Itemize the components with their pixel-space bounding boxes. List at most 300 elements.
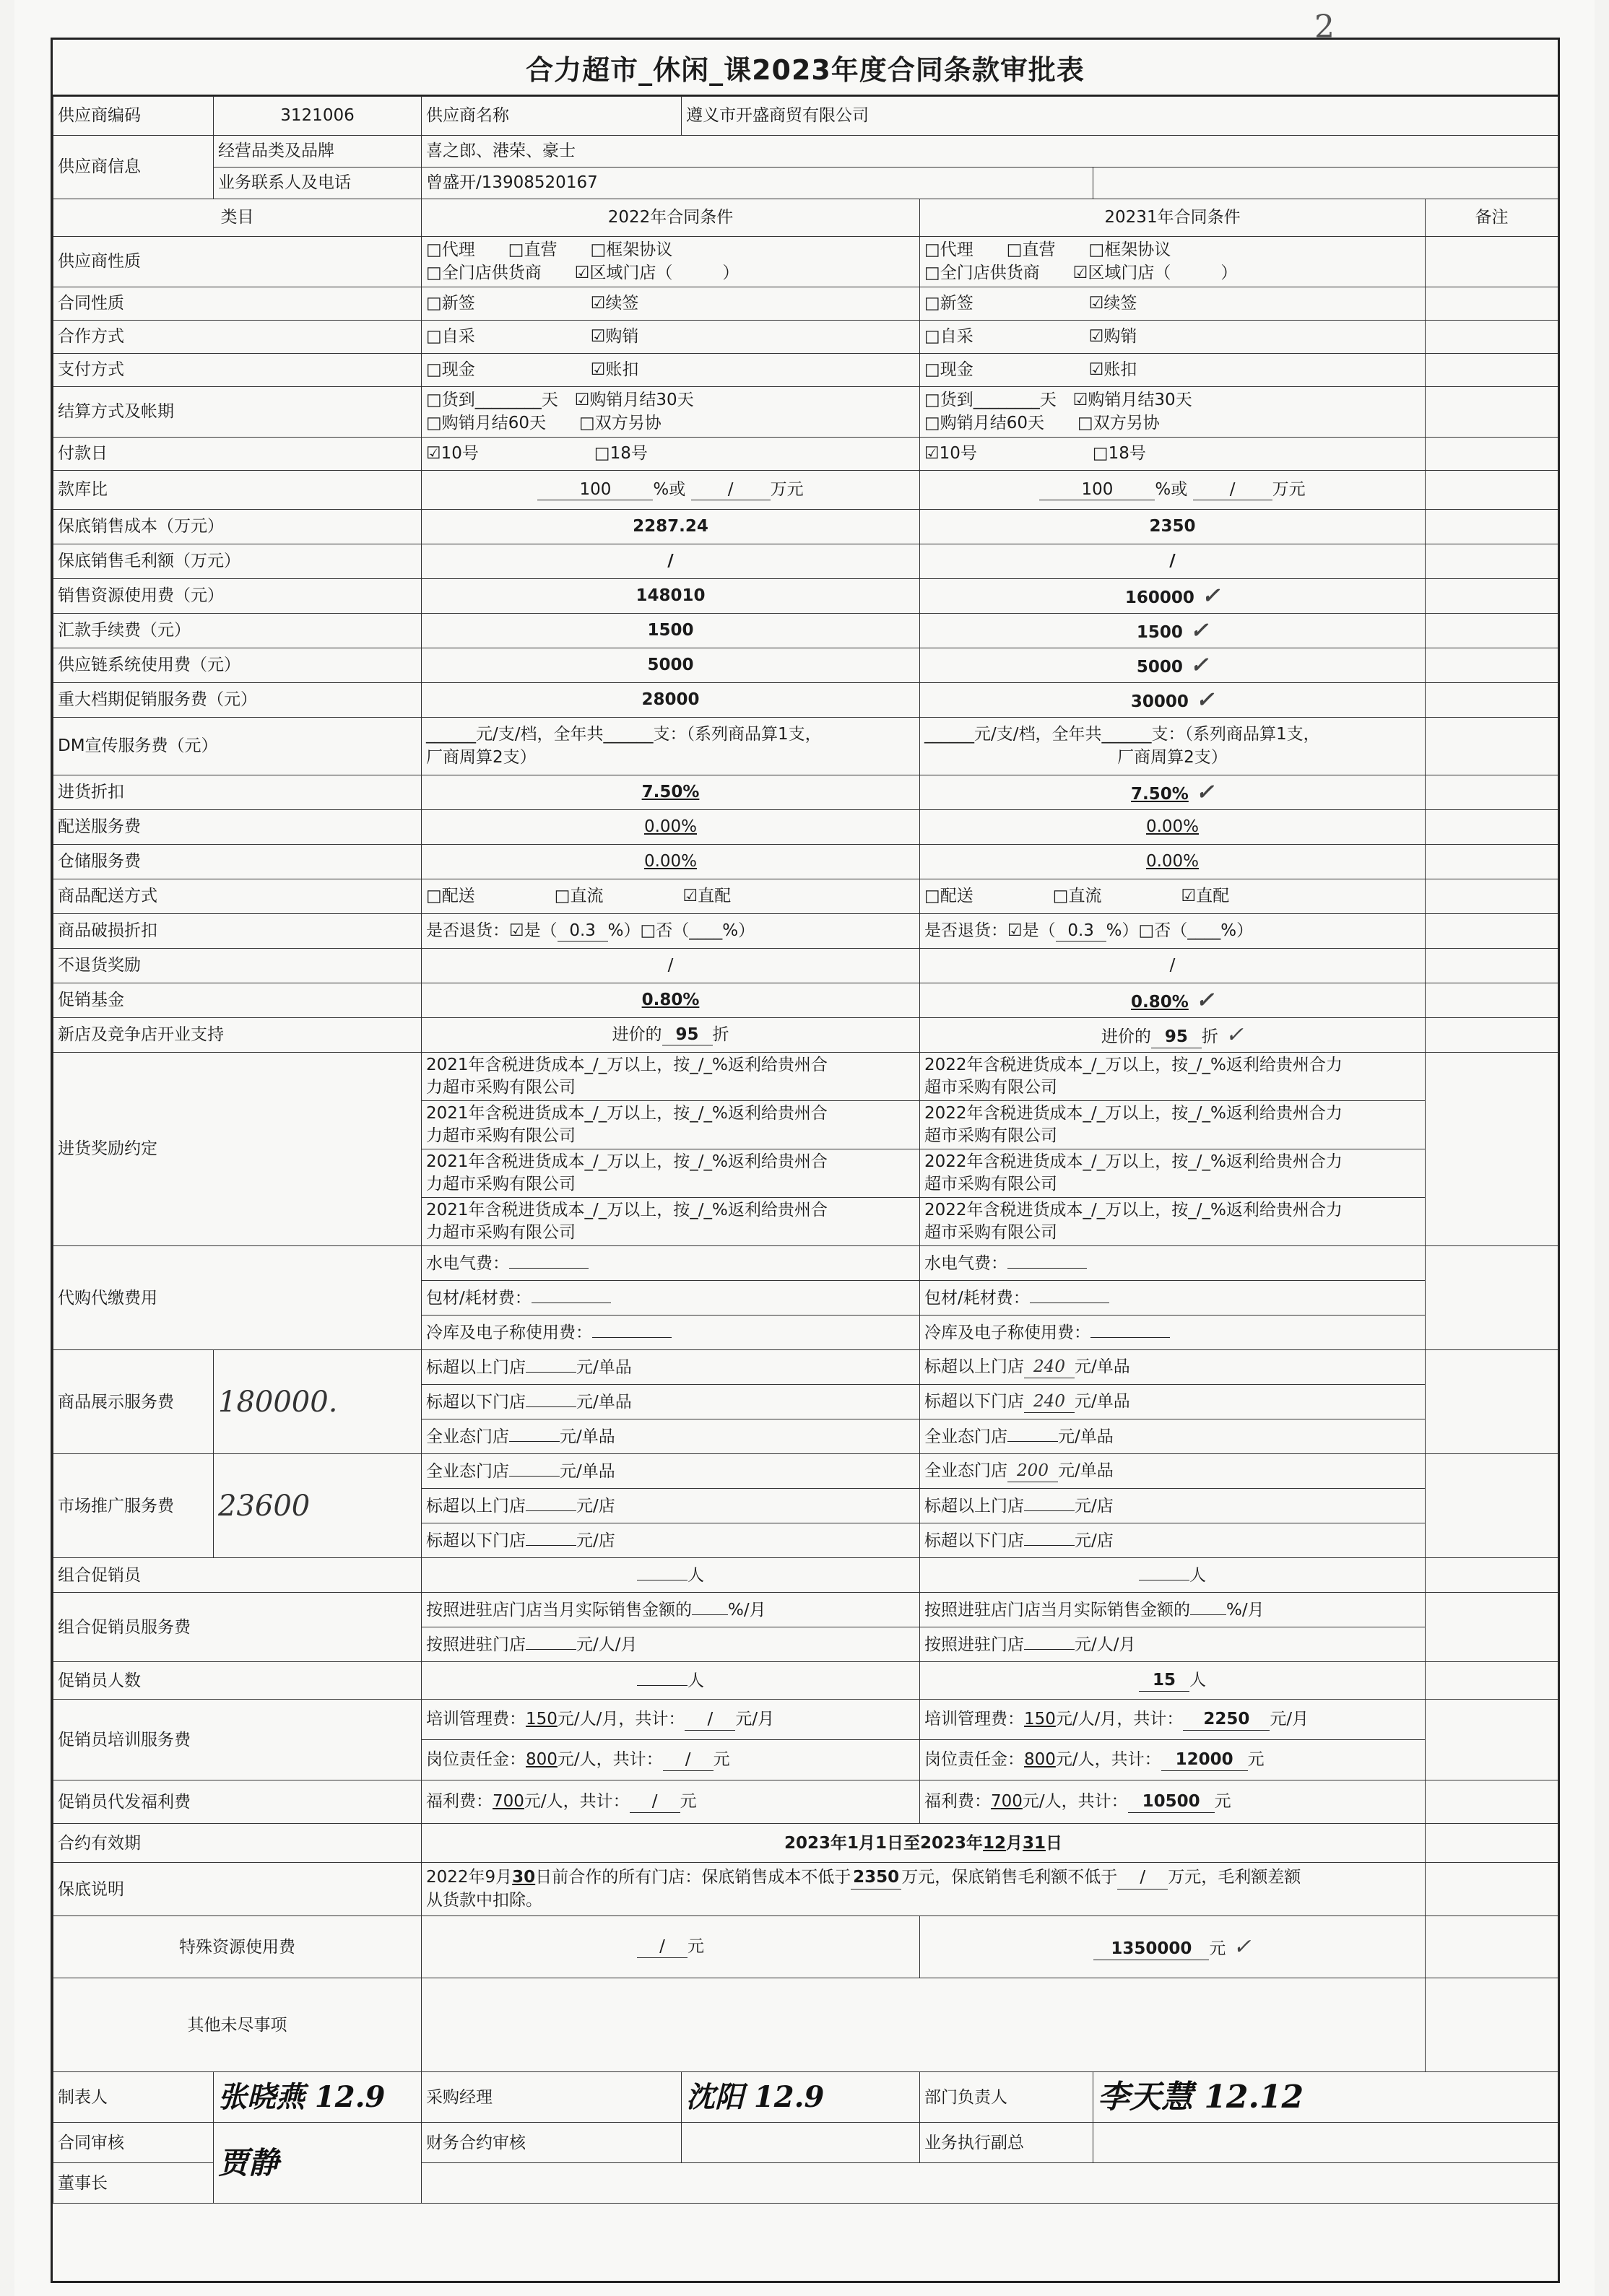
day: 30 [512, 1868, 536, 1887]
training-fee-2023-l1 [920, 1700, 1426, 1740]
line2: 超市采购有限公司 [924, 1223, 1057, 1243]
text: 元/人，共计： [1055, 1750, 1161, 1769]
min-margin-2023: / [920, 544, 1426, 579]
row-training-fee [53, 1700, 1558, 1740]
check-mark-icon: ✓ [1201, 583, 1220, 609]
dm-fee-label: DM宣传服务费（元） [53, 718, 422, 775]
vp-signature [1093, 2123, 1558, 2163]
market-fee-2022-item [422, 1523, 920, 1558]
day: 31 [1023, 1833, 1046, 1853]
remark-cell [1426, 845, 1558, 879]
text: 万元，保底销售毛利额不低于 [901, 1868, 1118, 1887]
new-store-support-2022 [422, 1018, 920, 1053]
wan-unit: 万元 [1272, 479, 1306, 499]
validity-value [422, 1824, 1426, 1863]
resource-fee-label: 销售资源使用费（元） [53, 579, 422, 614]
promo-fund-label: 促销基金 [53, 983, 422, 1018]
purchase-reward-2023 [920, 1149, 1426, 1198]
row-agency-fee [53, 1246, 1558, 1281]
dm-fee-2023-line1: ______元/支/档，全年共______支：（系列商品算1支， [924, 725, 1320, 744]
promo-fund-2023 [920, 983, 1426, 1018]
chairman-signature [422, 2163, 1558, 2204]
storage-fee-label: 仓储服务费 [53, 845, 422, 879]
line1: 2022年含税进货成本_/_万以上，按_/_%返利给贵州合力 [924, 1104, 1343, 1123]
unit: 元/单品 [576, 1392, 632, 1412]
text: 按照进驻店门店当月实际销售金额的 [426, 1600, 692, 1619]
promo-fund-2022: 0.80% [422, 983, 920, 1018]
row-supply-chain-fee [53, 648, 1558, 683]
dm-fee-2023 [920, 718, 1426, 775]
remark-cell [1426, 438, 1558, 471]
welfare-fee-2022 [422, 1780, 920, 1824]
market-fee-handwritten: 23600 [214, 1454, 422, 1558]
item: 包材/耗材费： [426, 1288, 532, 1308]
pct-value: 100 [1039, 479, 1155, 501]
option: ☑直配 [682, 887, 732, 906]
maker-label: 制表人 [53, 2072, 214, 2123]
display-fee-2023-item [920, 1419, 1426, 1454]
blank [526, 1649, 576, 1650]
header-2022: 2022年合同条件 [422, 199, 920, 237]
remark-cell [1426, 321, 1558, 354]
value: 95 [1151, 1027, 1202, 1048]
supplier-code: 3121006 [214, 97, 422, 136]
coop-mode-2023 [920, 321, 1426, 354]
row-welfare-fee [53, 1780, 1558, 1824]
guarantee-line2: 从货款中扣除。 [426, 1891, 542, 1910]
special-fee-2022 [422, 1916, 920, 1978]
form-table [53, 96, 1558, 2204]
unit: 人 [1189, 1565, 1206, 1585]
supply-chain-fee-2023 [920, 648, 1426, 683]
unit: 元/单品 [1058, 1461, 1114, 1480]
purchase-reward-2023 [920, 1053, 1426, 1101]
supplier-type-2023 [920, 237, 1426, 287]
promo-service-fee-2023 [920, 683, 1426, 718]
combo-fee-2022-l1 [422, 1593, 920, 1627]
supplier-type-label: 供应商性质 [53, 237, 422, 287]
guarantee-label: 保底说明 [53, 1863, 422, 1916]
row-header [53, 199, 1558, 237]
combo-promoter-label: 组合促销员 [53, 1558, 422, 1593]
value: 200 [1007, 1461, 1058, 1482]
dm-fee-2022 [422, 718, 920, 775]
blank [526, 1510, 576, 1511]
unit: %/月 [728, 1600, 766, 1619]
supplier-info-label: 供应商信息 [53, 136, 214, 199]
display-fee-handwritten: 180000. [214, 1350, 422, 1454]
storage-fee-2022: 0.00% [422, 845, 920, 879]
month: 12 [983, 1833, 1007, 1853]
damage-discount-2023 [920, 914, 1426, 949]
option: ☑10号 [924, 444, 977, 464]
maker-signature: 张晓燕 12.9 [214, 2072, 422, 2123]
option: ☑账扣 [590, 360, 639, 380]
supplier-type-2022-line1: □代理 □直营 □框架协议 [426, 240, 673, 260]
min-margin: / [1117, 1866, 1168, 1890]
value: 7.50% [1131, 784, 1189, 804]
text: 福利费： [426, 1792, 493, 1811]
remit-fee-2022: 1500 [422, 614, 920, 648]
check-mark-icon: ✓ [1225, 1022, 1244, 1048]
unit: 元/单品 [576, 1357, 632, 1377]
row-purchase-reward [53, 1053, 1558, 1101]
guarantee-text [422, 1863, 1426, 1916]
delivery-mode-label: 商品配送方式 [53, 879, 422, 914]
item: 全业态门店 [924, 1461, 1007, 1480]
remit-fee-2023 [920, 614, 1426, 648]
line1: 2022年含税进货成本_/_万以上，按_/_%返利给贵州合力 [924, 1201, 1343, 1220]
vp-label: 业务执行副总 [920, 2123, 1093, 2163]
blank [1190, 1614, 1226, 1615]
purchase-reward-label: 进货奖励约定 [53, 1053, 422, 1246]
remark-cell [1426, 1863, 1558, 1916]
unit: 元/月 [735, 1710, 775, 1728]
row-contact [53, 168, 1558, 199]
item: 全业态门店 [924, 1427, 1007, 1446]
line2: 力超市采购有限公司 [426, 1175, 576, 1194]
delivery-fee-2022: 0.00% [422, 810, 920, 845]
row-purchase-discount [53, 775, 1558, 810]
text: 2023年1月1日至2023年 [784, 1833, 983, 1853]
unit: 元 [1247, 1750, 1265, 1769]
pct: 0.3 [558, 921, 608, 942]
agency-fee-label: 代购代缴费用 [53, 1246, 422, 1350]
prefix: 进价的 [1101, 1027, 1151, 1046]
row-other [53, 1978, 1558, 2072]
value: 160000 [1124, 588, 1194, 607]
blank [1090, 1337, 1170, 1338]
row-delivery-fee [53, 810, 1558, 845]
unit: 元/月 [1270, 1710, 1309, 1728]
combo-promoter-fee-label: 组合促销员服务费 [53, 1593, 422, 1662]
brands: 喜之郎、港荣、豪士 [422, 136, 1558, 168]
dm-fee-2022-line2: 厂商周算2支） [426, 747, 537, 767]
supplier-code-label: 供应商编码 [53, 97, 214, 136]
option: ☑购销 [1088, 327, 1137, 347]
remark-cell [1426, 471, 1558, 510]
remark-header-top [1093, 168, 1558, 199]
settlement-2022 [422, 387, 920, 438]
option: ☑续签 [590, 294, 639, 313]
row-dm-fee [53, 718, 1558, 775]
item: 标超以下门店 [924, 1531, 1024, 1550]
item: 冷库及电子称使用费： [924, 1323, 1090, 1342]
option: □配送 [924, 887, 973, 906]
row-combo-promoter-fee [53, 1593, 1558, 1627]
remark-cell [1426, 614, 1558, 648]
item: 标超以上门店 [426, 1496, 526, 1516]
total: 2250 [1183, 1709, 1270, 1731]
remark-cell [1426, 544, 1558, 579]
remark-cell [1426, 648, 1558, 683]
corner-handwritten-mark: 2 [1314, 9, 1335, 45]
coop-mode-2022 [422, 321, 920, 354]
suffix: %）□否（____%） [1106, 921, 1254, 940]
row-combo-promoter [53, 1558, 1558, 1593]
value: 30000 [1130, 692, 1189, 711]
payment-mode-2022 [422, 354, 920, 387]
validity-label: 合约有效期 [53, 1824, 422, 1863]
blank [692, 1614, 728, 1615]
brand-label: 经营品类及品牌 [214, 136, 422, 168]
row-validity [53, 1824, 1558, 1863]
storage-fee-2023: 0.00% [920, 845, 1426, 879]
text: 按照进驻门店 [426, 1635, 526, 1654]
remark-cell [1426, 914, 1558, 949]
supplier-name-label: 供应商名称 [422, 97, 682, 136]
unit: 元/单品 [560, 1427, 615, 1446]
unit: 元/店 [576, 1531, 615, 1550]
row-sign-1 [53, 2072, 1558, 2123]
wan-value: / [1193, 479, 1272, 501]
row-guarantee [53, 1863, 1558, 1916]
item: 冷库及电子称使用费： [426, 1323, 592, 1342]
contact-label: 业务联系人及电话 [214, 168, 422, 199]
other-label: 其他未尽事项 [53, 1978, 422, 2072]
text: 元/人，共计： [524, 1792, 630, 1811]
delivery-fee-2023: 0.00% [920, 810, 1426, 845]
row-stock-ratio [53, 471, 1558, 510]
settlement-2023-line1: □货到________天 ☑购销月结30天 [924, 391, 1192, 410]
text: 按照进驻门店 [924, 1635, 1024, 1654]
no-return-reward-2022: / [422, 949, 920, 983]
pay-day-label: 付款日 [53, 438, 422, 471]
market-fee-2022-item [422, 1489, 920, 1523]
text: 日 [1046, 1833, 1063, 1853]
row-sign-2 [53, 2123, 1558, 2163]
approval-form [51, 38, 1560, 2283]
training-fee-2022-l1 [422, 1700, 920, 1740]
option: □自采 [426, 327, 475, 347]
item: 标超以下门店 [426, 1531, 526, 1550]
line1: 2022年含税进货成本_/_万以上，按_/_%返利给贵州合力 [924, 1056, 1343, 1074]
text: 培训管理费： [426, 1710, 526, 1728]
item: 水电气费： [924, 1253, 1007, 1273]
min-margin-label: 保底销售毛利额（万元） [53, 544, 422, 579]
combo-promoter-2022 [422, 1558, 920, 1593]
pct-unit: %或 [653, 479, 686, 499]
supplier-type-2022 [422, 237, 920, 287]
remark-cell [1426, 983, 1558, 1018]
wan-unit: 万元 [770, 479, 804, 499]
resource-fee-2023 [920, 579, 1426, 614]
unit: 元/人/月 [1075, 1635, 1136, 1654]
line2: 力超市采购有限公司 [426, 1126, 576, 1146]
unit: %/月 [1226, 1600, 1265, 1619]
settlement-2023-line2: □购销月结60天 □双方另协 [924, 413, 1160, 432]
pct-value: 100 [537, 479, 653, 501]
agency-fee-2023-item [920, 1246, 1426, 1281]
supply-chain-fee-label: 供应链系统使用费（元） [53, 648, 422, 683]
settlement-label: 结算方式及帐期 [53, 387, 422, 438]
line2: 力超市采购有限公司 [426, 1223, 576, 1243]
row-market-fee [53, 1454, 1558, 1489]
remark-cell [1426, 1246, 1558, 1350]
agency-fee-2022-item [422, 1246, 920, 1281]
item: 标超以上门店 [426, 1357, 526, 1377]
purchase-reward-2023 [920, 1198, 1426, 1246]
remark-cell [1426, 1454, 1558, 1558]
remark-cell [1426, 810, 1558, 845]
display-fee-label: 商品展示服务费 [53, 1350, 214, 1454]
option: □现金 [426, 360, 475, 380]
unit: 元/店 [1075, 1496, 1114, 1516]
option: ☑续签 [1088, 294, 1137, 313]
text: 培训管理费： [924, 1710, 1024, 1728]
row-min-margin [53, 544, 1558, 579]
contract-type-2022 [422, 287, 920, 321]
option: ☑账扣 [1088, 360, 1137, 380]
check-mark-icon: ✓ [1195, 779, 1214, 805]
combo-fee-2023-l2 [920, 1627, 1426, 1662]
value [637, 1685, 688, 1686]
prefix: 进价的 [612, 1025, 662, 1044]
payment-mode-label: 支付方式 [53, 354, 422, 387]
promoter-count-2022 [422, 1662, 920, 1700]
remark-cell [1426, 1053, 1558, 1246]
row-contract-type [53, 287, 1558, 321]
suffix: %）□否（____%） [607, 921, 755, 940]
contact: 曾盛开/13908520167 [422, 168, 1093, 199]
blank [1024, 1649, 1075, 1650]
remark-header: 备注 [1426, 199, 1558, 237]
check-mark-icon: ✓ [1189, 652, 1209, 678]
item: 水电气费： [426, 1253, 509, 1273]
min-cost-2022: 2287.24 [422, 510, 920, 544]
value: / [637, 1936, 688, 1958]
no-return-reward-label: 不退货奖励 [53, 949, 422, 983]
finance-review-signature [682, 2123, 920, 2163]
supplier-name: 遵义市开盛商贸有限公司 [682, 97, 1558, 136]
market-fee-label: 市场推广服务费 [53, 1454, 214, 1558]
remark-cell [1426, 579, 1558, 614]
min-cost-2023: 2350 [920, 510, 1426, 544]
remark-cell [1426, 775, 1558, 810]
training-fee-2023-l2 [920, 1740, 1426, 1780]
market-fee-2022-item [422, 1454, 920, 1489]
row-payment-mode [53, 354, 1558, 387]
purchase-discount-label: 进货折扣 [53, 775, 422, 810]
total: / [663, 1749, 714, 1771]
line1: 2021年含税进货成本_/_万以上，按_/_%返利给贵州合 [426, 1056, 828, 1074]
remark-cell [1426, 1978, 1558, 2072]
promo-service-fee-label: 重大档期促销服务费（元） [53, 683, 422, 718]
damage-discount-2022 [422, 914, 920, 949]
row-no-return-reward [53, 949, 1558, 983]
market-fee-2023-item [920, 1523, 1426, 1558]
finance-review-label: 财务合约审核 [422, 2123, 682, 2163]
check-mark-icon: ✓ [1195, 987, 1214, 1013]
remark-cell [1426, 510, 1558, 544]
delivery-mode-2023 [920, 879, 1426, 914]
remark-cell [1426, 683, 1558, 718]
stock-ratio-2022 [422, 471, 920, 510]
pay-day-2022 [422, 438, 920, 471]
buyer-manager-label: 采购经理 [422, 2072, 682, 2123]
training-fee-label: 促销员培训服务费 [53, 1700, 422, 1780]
remark-cell [1426, 1558, 1558, 1593]
row-display-fee [53, 1350, 1558, 1385]
text: 元/人/月，共计： [557, 1710, 685, 1728]
remark-cell [1426, 1780, 1558, 1824]
row-brands [53, 136, 1558, 168]
unit: 元 [713, 1750, 730, 1769]
blank [526, 1406, 576, 1407]
total: / [630, 1791, 680, 1813]
welfare-fee-2023 [920, 1780, 1426, 1824]
promo-service-fee-2022: 28000 [422, 683, 920, 718]
unit: 人 [688, 1671, 704, 1690]
display-fee-2022-item [422, 1385, 920, 1419]
damage-discount-label: 商品破损折扣 [53, 914, 422, 949]
line2: 力超市采购有限公司 [426, 1078, 576, 1097]
unit: 元/单品 [1075, 1392, 1130, 1411]
item: 标超以下门店 [426, 1392, 526, 1412]
row-new-store-support [53, 1018, 1558, 1053]
row-promoter-count [53, 1662, 1558, 1700]
value [1024, 1510, 1075, 1511]
blank [592, 1337, 672, 1338]
delivery-mode-2022 [422, 879, 920, 914]
item: 标超以下门店 [924, 1392, 1024, 1411]
stock-ratio-label: 款库比 [53, 471, 422, 510]
rate: 700 [991, 1792, 1023, 1811]
line1: 2022年含税进货成本_/_万以上，按_/_%返利给贵州合力 [924, 1152, 1343, 1172]
remark-cell [1426, 1018, 1558, 1053]
value [1024, 1545, 1075, 1546]
rate: 150 [526, 1710, 558, 1728]
item: 标超以上门店 [924, 1496, 1024, 1516]
option: □18号 [1092, 444, 1146, 464]
market-fee-2023-item [920, 1454, 1426, 1489]
row-resource-fee [53, 579, 1558, 614]
text: 万元，毛利额差额 [1168, 1868, 1301, 1887]
remark-cell [1426, 1593, 1558, 1662]
supplier-type-2022-line2: □全门店供货商 ☑区域门店（ ） [426, 263, 740, 282]
suffix: 折 [1201, 1027, 1218, 1046]
total: 10500 [1128, 1791, 1215, 1813]
row-settlement [53, 387, 1558, 438]
training-fee-2022-l2 [422, 1740, 920, 1780]
remark-cell [1426, 1700, 1558, 1780]
wan-value: / [691, 479, 771, 501]
category-header: 类目 [53, 199, 422, 237]
combo-promoter-2023 [920, 1558, 1426, 1593]
item: 全业态门店 [426, 1427, 509, 1446]
remark-cell [1426, 1350, 1558, 1454]
payment-mode-2023 [920, 354, 1426, 387]
row-special-fee [53, 1916, 1558, 1978]
special-fee-label: 特殊资源使用费 [53, 1916, 422, 1978]
line2: 超市采购有限公司 [924, 1175, 1057, 1194]
purchase-discount-2022: 7.50% [422, 775, 920, 810]
unit: 人 [688, 1565, 704, 1585]
row-coop-mode [53, 321, 1558, 354]
option: □直流 [1052, 887, 1102, 906]
unit: 元 [1209, 1939, 1226, 1959]
other-value [422, 1978, 1426, 2072]
agency-fee-2023-item [920, 1281, 1426, 1316]
remark-cell [1426, 949, 1558, 983]
display-fee-2022-item [422, 1419, 920, 1454]
stock-ratio-2023 [920, 471, 1426, 510]
check-mark-icon: ✓ [1189, 617, 1209, 643]
blank [526, 1545, 576, 1546]
no-return-reward-2023: / [920, 949, 1426, 983]
pay-day-2023 [920, 438, 1426, 471]
dept-head-signature: 李天慧 12.12 [1093, 2072, 1558, 2123]
